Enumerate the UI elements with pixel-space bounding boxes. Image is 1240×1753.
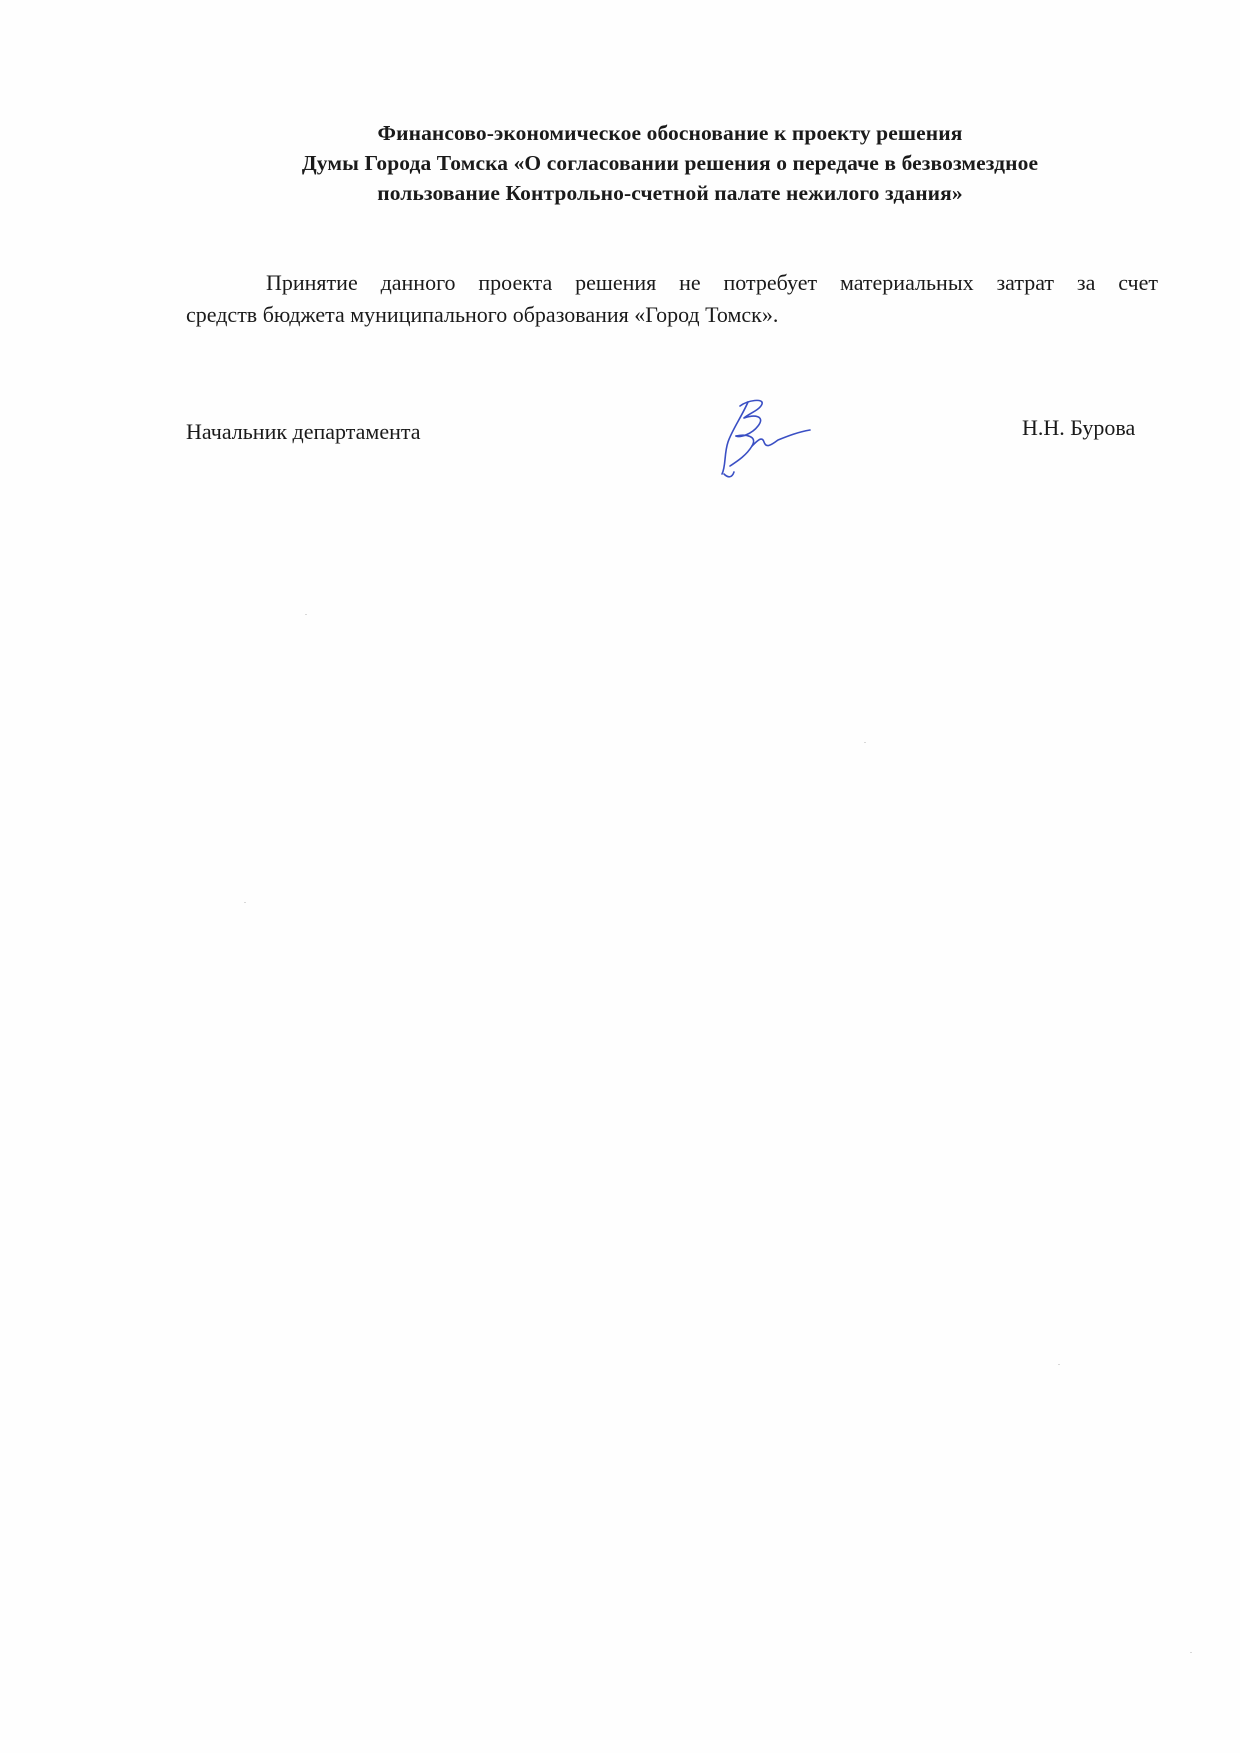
document-title <box>200 118 1140 208</box>
body-line-2: средств бюджета муниципального образования «Город Томск». <box>186 302 779 327</box>
signer-name: Н.Н. Бурова <box>1022 415 1136 440</box>
signer-position: Начальник департамента <box>186 419 421 444</box>
title-line-1: Финансово-экономическое обоснование к проекту решения <box>377 121 963 145</box>
scan-speck <box>305 614 307 615</box>
handwritten-signature <box>718 396 818 486</box>
scan-speck <box>244 902 246 903</box>
body-paragraph <box>186 267 1158 331</box>
title-line-3: пользование Контрольно-счетной палате нежилого здания» <box>377 181 963 205</box>
scan-speck <box>864 742 866 743</box>
scan-speck <box>1190 1652 1192 1653</box>
scan-speck <box>1058 1364 1060 1365</box>
body-line-1: Принятие данного проекта решения не потребует материальных затрат за счет <box>266 270 1158 295</box>
title-line-2: Думы Города Томска «О согласовании решения о передаче в безвозмездное <box>301 151 1039 175</box>
